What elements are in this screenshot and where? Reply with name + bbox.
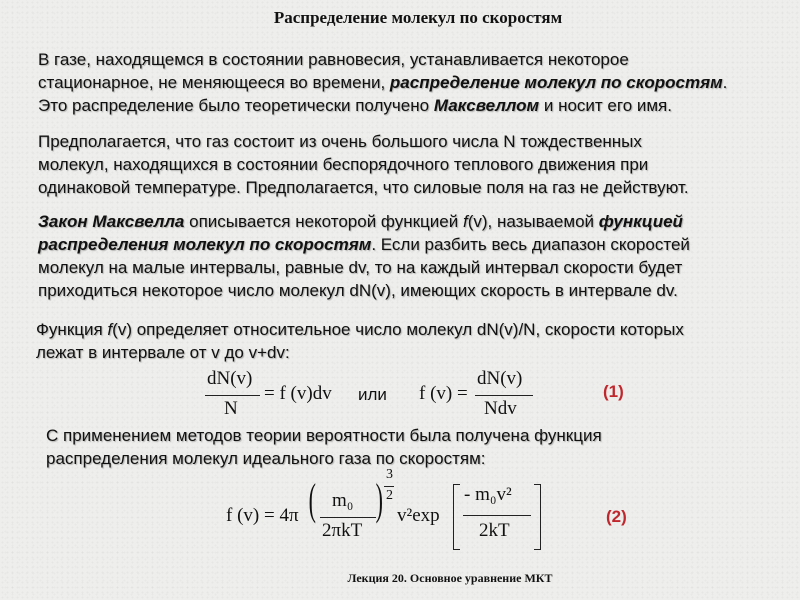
law-text-3: . Если разбить весь диапазон скоростей [371, 235, 690, 254]
eq2-paren-left: ( [308, 475, 316, 524]
eq1-fraction-bar-right [475, 395, 533, 396]
paragraph-intro [38, 48, 788, 117]
function-line-2: лежат в интервале от v до v+dv: [36, 343, 290, 362]
eq2-lhs: f (v) = 4π [226, 505, 299, 526]
eq2-bracket-left [453, 484, 460, 550]
paragraph-function [36, 318, 786, 364]
intro-line-1: В газе, находящемся в состоянии равновесия, устанавливается некоторое [38, 50, 629, 69]
eq2-middle: v²exp [397, 505, 440, 526]
term-velocity-distribution-2: распределения молекул по скоростям [38, 235, 372, 254]
eq2-fraction-bar-1 [320, 517, 376, 518]
probability-line-1: С применением методов теории вероятности была получена функция [46, 426, 602, 445]
eq2-numerator-1: m₀ [332, 490, 354, 511]
equation-1-number: (1) [603, 382, 624, 401]
intro-text-3: и носит его имя. [539, 96, 672, 115]
term-maxwell-law: Закон Максвелла [38, 212, 185, 231]
assumption-line-1: Предполагается, что газ состоит из очень большого числа N тождественных [38, 132, 642, 151]
law-text-2: (v), называемой [467, 212, 599, 231]
term-distribution-function: функцией [598, 212, 683, 231]
eq1-fraction-bar-left [205, 395, 260, 396]
term-velocity-distribution: распределение молекул по скоростям [389, 73, 723, 92]
intro-text: стационарное, не меняющееся во времени, [38, 73, 390, 92]
eq2-exponent-numerator: 3 [386, 467, 393, 482]
eq2-numerator-2: - m₀v² [464, 484, 512, 505]
assumption-line-3: одинаковой температуре. Предполагается, что силовые поля на газ не действуют. [38, 178, 689, 197]
eq1-numerator-right: dN(v) [477, 368, 523, 389]
term-maxwell: Максвеллом [433, 96, 540, 115]
intro-text-2: Это распределение было теоретически получено [38, 96, 434, 115]
eq1-middle: = f (v)dv [264, 383, 332, 404]
eq2-fraction-bar-2 [463, 515, 531, 516]
equation-2-number: (2) [606, 507, 627, 526]
law-line-1 [38, 210, 788, 233]
law-line-2 [38, 233, 788, 256]
intro-period: . [722, 73, 728, 92]
eq2-bracket-right [534, 484, 541, 550]
function-line-1 [36, 318, 786, 341]
paragraph-assumption [38, 130, 788, 199]
intro-line-2 [38, 71, 788, 94]
function-text: Функция [36, 320, 108, 339]
eq1-denominator-left: N [224, 398, 238, 419]
law-line-3: молекул на малые интервалы, равные dv, то на каждый интервал скорости будет [38, 258, 683, 277]
eq2-exponent-bar [384, 486, 394, 487]
footer-lecture: Лекция 20. Основное уравнение МКТ [347, 571, 553, 585]
eq1-denominator-right: Ndv [484, 398, 517, 419]
eq1-numerator-left: dN(v) [207, 368, 253, 389]
eq1-lhs: f (v) = [419, 383, 468, 404]
page-title: Распределение молекул по скоростям [273, 8, 563, 27]
function-text-2: (v) определяет относительное число молекул dN(v)/N, скорости которых [112, 320, 684, 339]
paragraph-maxwell-law [38, 210, 788, 302]
eq2-denominator-2: 2kT [479, 520, 510, 541]
eq2-paren-right: ) [375, 475, 383, 524]
function-f-symbol: f [107, 320, 113, 339]
assumption-line-2: молекул, находящихся в состоянии беспорядочного теплового движения при [38, 155, 649, 174]
probability-line-2: распределения молекул идеального газа по скоростям: [46, 449, 486, 468]
eq2-denominator-1: 2πkT [322, 520, 363, 541]
intro-line-3 [38, 94, 788, 117]
eq2-exponent-denominator: 2 [386, 488, 393, 503]
law-text: описывается некоторой функцией [184, 212, 463, 231]
paragraph-probability [46, 424, 796, 470]
eq1-or: или [358, 385, 387, 404]
law-line-4: приходиться некоторое число молекул dN(v), имеющих скорость в интервале dv. [38, 281, 678, 300]
law-f-symbol: f [462, 212, 468, 231]
